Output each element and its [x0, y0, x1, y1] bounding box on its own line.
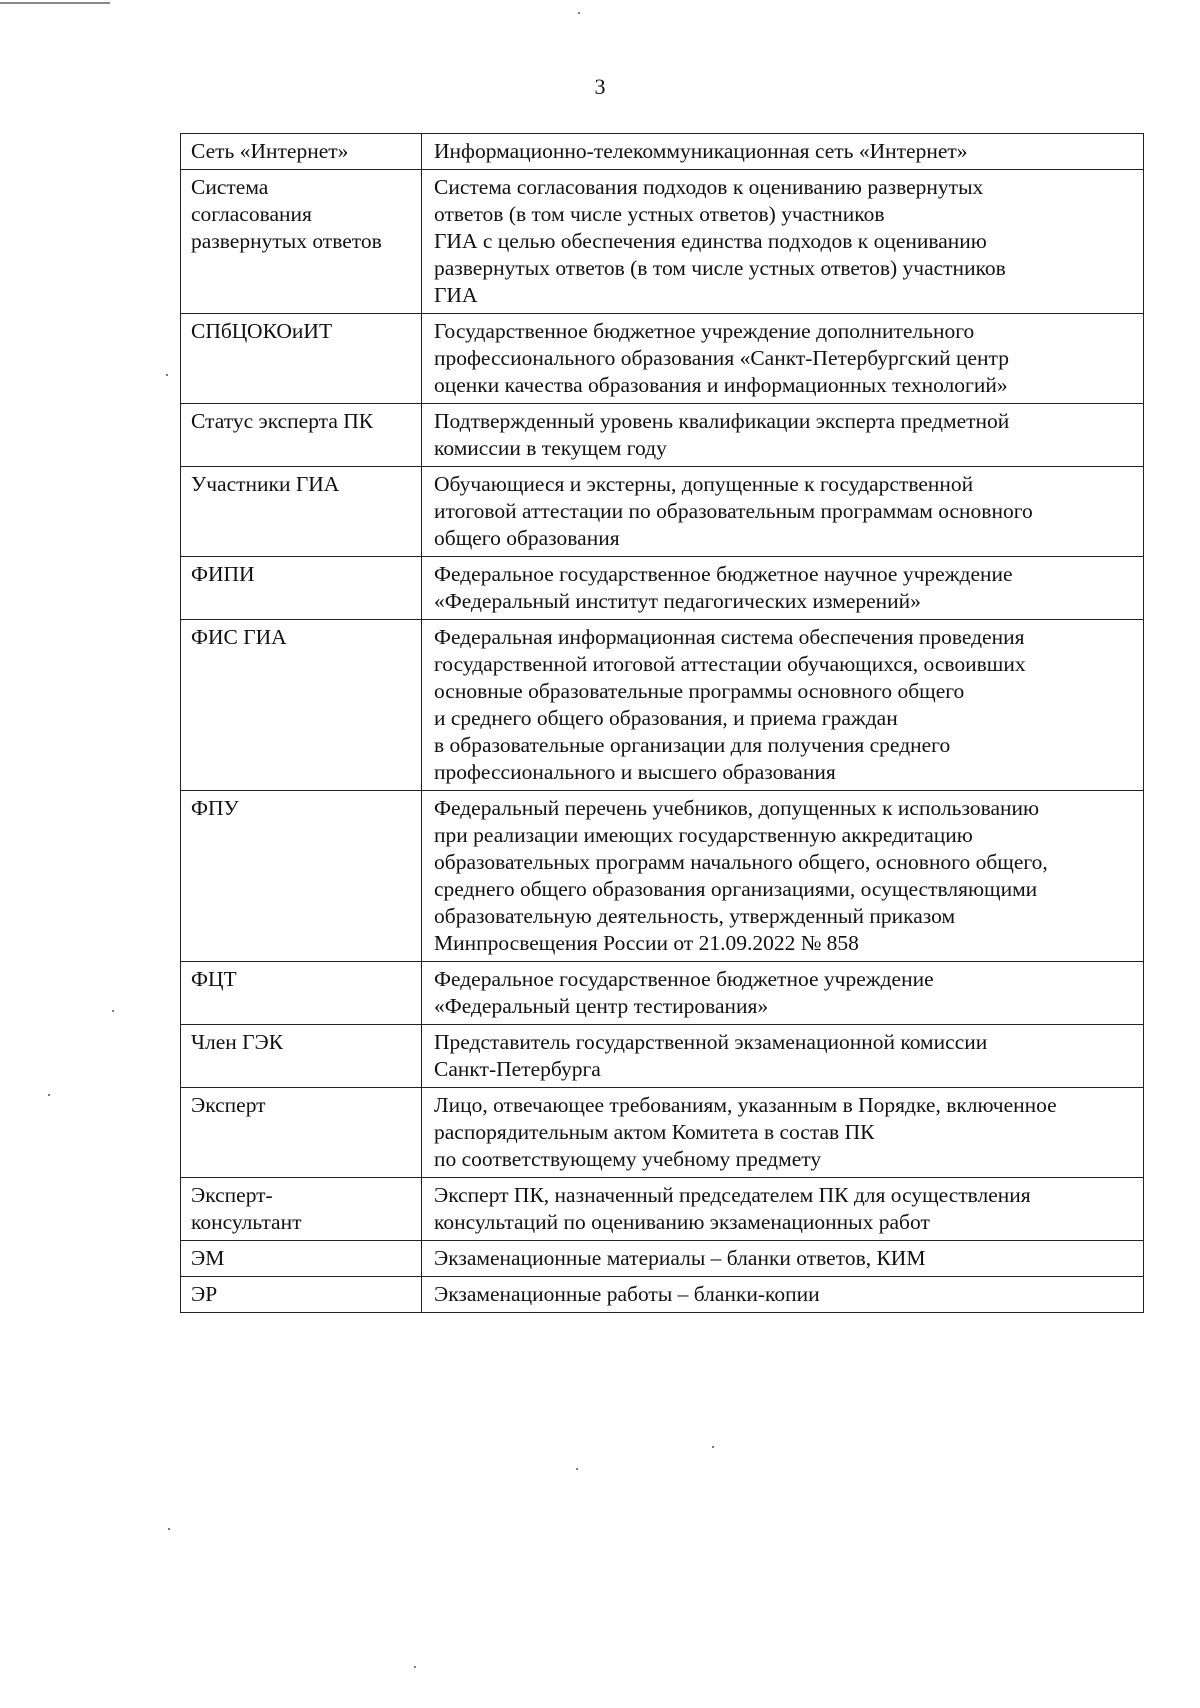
term-cell: СПбЦОКОиИТ	[181, 314, 422, 404]
scan-speck	[576, 1468, 578, 1470]
definition-cell: Обучающиеся и экстерны, допущенные к государственной итоговой аттестации по образовательным программам основного общего образования	[422, 467, 1144, 557]
table-row	[181, 620, 1144, 791]
definition-cell: Представитель государственной экзаменационной комиссии Санкт-Петербурга	[422, 1025, 1144, 1088]
terms-table	[180, 133, 1144, 1313]
table-row	[181, 791, 1144, 962]
scan-speck	[414, 1666, 416, 1668]
term-cell: ЭМ	[181, 1241, 422, 1277]
term-cell: Система согласования развернутых ответов	[181, 170, 422, 314]
term-cell: Сеть «Интернет»	[181, 134, 422, 170]
scan-speck	[112, 1010, 114, 1012]
definition-cell: Экзаменационные работы – бланки-копии	[422, 1277, 1144, 1313]
scan-speck	[578, 12, 580, 14]
definition-cell: Федеральное государственное бюджетное научное учреждение «Федеральный институт педагогических измерений»	[422, 557, 1144, 620]
table-row	[181, 170, 1144, 314]
table-row	[181, 962, 1144, 1025]
table-row	[181, 1088, 1144, 1178]
term-cell: ФИС ГИА	[181, 620, 422, 791]
scan-edge-mark	[0, 2, 110, 4]
definition-cell: Эксперт ПК, назначенный председателем ПК для осуществления консультаций по оцениванию экзаменационных работ	[422, 1178, 1144, 1241]
definition-cell: Экзаменационные материалы – бланки ответов, КИМ	[422, 1241, 1144, 1277]
table-row	[181, 404, 1144, 467]
page-number: 3	[594, 74, 606, 99]
definition-cell: Федеральное государственное бюджетное учреждение «Федеральный центр тестирования»	[422, 962, 1144, 1025]
scan-speck	[48, 1094, 50, 1096]
table-row	[181, 1241, 1144, 1277]
table-row	[181, 314, 1144, 404]
definition-cell: Федеральная информационная система обеспечения проведения государственной итоговой аттестации обучающихся, освоивших основные образовательные программы основного общего и среднего общего образования, и приема граждан в образовательные организации для получения среднего профессионального и высшего образования	[422, 620, 1144, 791]
table-row	[181, 467, 1144, 557]
definition-cell: Информационно-телекоммуникационная сеть «Интернет»	[422, 134, 1144, 170]
term-cell: ФПУ	[181, 791, 422, 962]
definition-cell: Федеральный перечень учебников, допущенных к использованию при реализации имеющих государственную аккредитацию образовательных программ начального общего, основного общего, среднего общего образования организациями, осуществляющими образовательную деятельность, утвержденный приказом Минпросвещения России от 21.09.2022 № 858	[422, 791, 1144, 962]
term-cell: ФИПИ	[181, 557, 422, 620]
term-cell: Статус эксперта ПК	[181, 404, 422, 467]
scan-speck	[168, 1528, 170, 1530]
term-cell: Член ГЭК	[181, 1025, 422, 1088]
term-cell: Эксперт- консультант	[181, 1178, 422, 1241]
definition-cell: Государственное бюджетное учреждение дополнительного профессионального образования «Санкт-Петербургский центр оценки качества образования и информационных технологий»	[422, 314, 1144, 404]
table-row	[181, 1178, 1144, 1241]
definition-cell: Подтвержденный уровень квалификации эксперта предметной комиссии в текущем году	[422, 404, 1144, 467]
table-row	[181, 134, 1144, 170]
table-row	[181, 1277, 1144, 1313]
table-row	[181, 557, 1144, 620]
term-cell: ЭР	[181, 1277, 422, 1313]
scan-speck	[166, 374, 168, 376]
term-cell: Эксперт	[181, 1088, 422, 1178]
term-cell: Участники ГИА	[181, 467, 422, 557]
term-cell: ФЦТ	[181, 962, 422, 1025]
table-row	[181, 1025, 1144, 1088]
definition-cell: Лицо, отвечающее требованиям, указанным в Порядке, включенное распорядительным актом Комитета в состав ПК по соответствующему учебному предмету	[422, 1088, 1144, 1178]
definition-cell: Система согласования подходов к оцениванию развернутых ответов (в том числе устных ответов) участников ГИА с целью обеспечения единства подходов к оцениванию развернутых ответов (в том числе устных ответов) участников ГИА	[422, 170, 1144, 314]
scan-speck	[712, 1446, 714, 1448]
